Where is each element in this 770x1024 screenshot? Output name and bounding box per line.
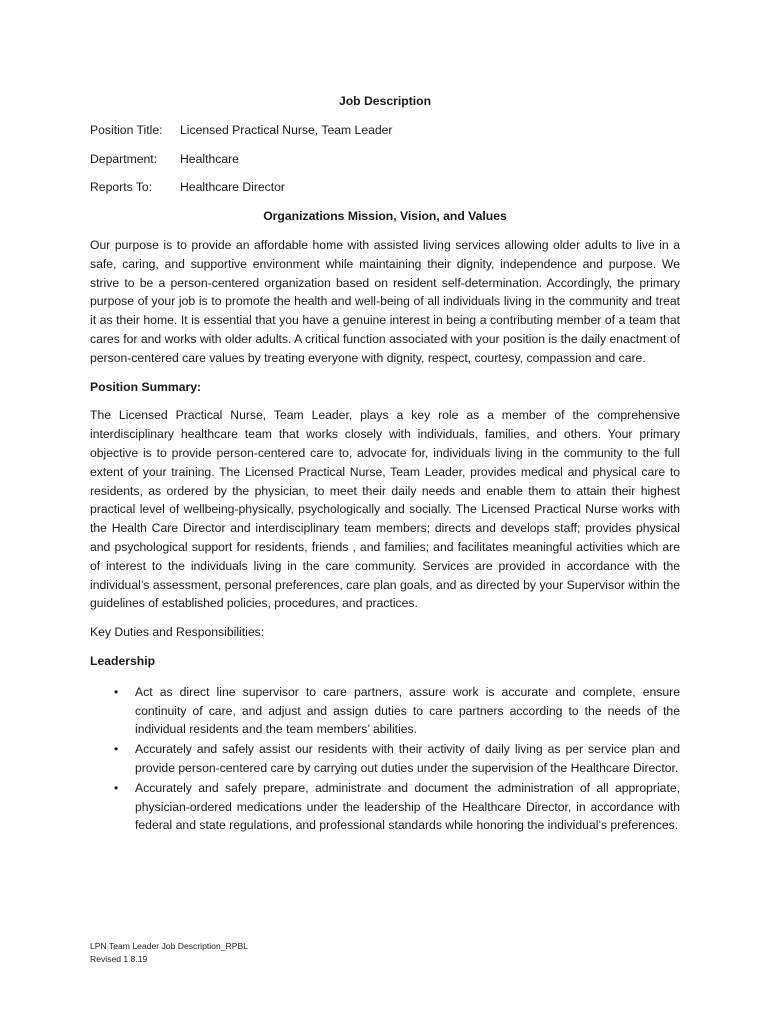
position-title-field (90, 121, 680, 140)
list-item (90, 683, 680, 739)
leadership-list (90, 683, 680, 835)
field-value: Healthcare (180, 151, 239, 166)
bullet-icon: • (114, 684, 119, 699)
field-label: Department: (90, 151, 158, 166)
mission-paragraph: Our purpose is to provide an affordable home with assisted living services allowing older adults to live in a safe, caring, and supportive environment while maintaining their dignity, independence and purpose. We strive to be a person-centered organization based on resident self-determination. Accordingly, the primary purpose of your job is to promote the health and well-being of all individuals living in the community and treat it as their home. It is essential that you have a genuine interest in being a contributing member of a team that cares for and works with older adults. A critical function associated with your position is the daily enactment of person-centered care values by treating everyone with dignity, respect, courtesy, compassion and care. (90, 237, 680, 365)
summary-paragraph: The Licensed Practical Nurse, Team Leader, plays a key role as a member of the comprehensive interdisciplinary healthcare team that works closely with individuals, families, and others. Your primary objective is to provide person-centered care to, advocate for, individuals living in the community to the full extent of your training. The Licensed Practical Nurse, Team Leader, provides medical and physical care to residents, as ordered by the physician, to meet their daily needs and enable them to attain their highest practical level of wellbeing-physically, psychologically and socially. The Licensed Practical Nurse works with the Health Care Director and interdisciplinary team members; directs and develops staff; provides physical and psychological support for residents, friends , and families; and facilitates meaningful activities which are of interest to the individuals living in the care community. Services are provided in accordance with the individual’s assessment, personal preferences, care plan goals, and as directed by your Supervisor within the guidelines of established policies, procedures, and practices. (90, 408, 680, 611)
footer-revised: Revised 1.8.19 (90, 954, 148, 964)
list-item-text: Accurately and safely assist our residents with their activity of daily living as per service plan and provide person-centered care by carrying out duties under the supervision of the Healthcare Director. (135, 742, 680, 775)
duties-heading: Key Duties and Responsibilities: (90, 625, 265, 640)
list-item-text: Act as direct line supervisor to care partners, assure work is accurate and complete, ensure continuity of care, and adjust and assign duties to care partners according to the needs of the individual residents and the team members’ abilities. (135, 684, 680, 737)
summary-heading: Position Summary: (90, 379, 202, 394)
list-item (90, 740, 680, 778)
department-field (90, 150, 680, 169)
reports-to-field (90, 178, 680, 197)
list-item (90, 779, 680, 835)
leadership-heading: Leadership (90, 653, 156, 668)
page-footer (90, 940, 248, 966)
list-item-text: Accurately and safely prepare, administrate and document the administration of all appropriate, physician-ordered medications under the leadership of the Healthcare Director, in accordance with federal and state regulations, and professional standards while honoring the individual’s preferences. (135, 780, 680, 833)
field-label: Position Title: (90, 122, 163, 137)
field-label: Reports To: (90, 180, 153, 195)
document-page (90, 92, 680, 836)
bullet-icon: • (114, 742, 119, 757)
bullet-icon: • (114, 780, 119, 795)
field-value: Healthcare Director (180, 180, 285, 195)
field-value: Licensed Practical Nurse, Team Leader (180, 122, 393, 137)
mission-heading: Organizations Mission, Vision, and Values (263, 209, 507, 224)
document-title: Job Description (338, 94, 432, 108)
footer-doc-name: LPN Team Leader Job Description_RPBL (90, 941, 248, 951)
